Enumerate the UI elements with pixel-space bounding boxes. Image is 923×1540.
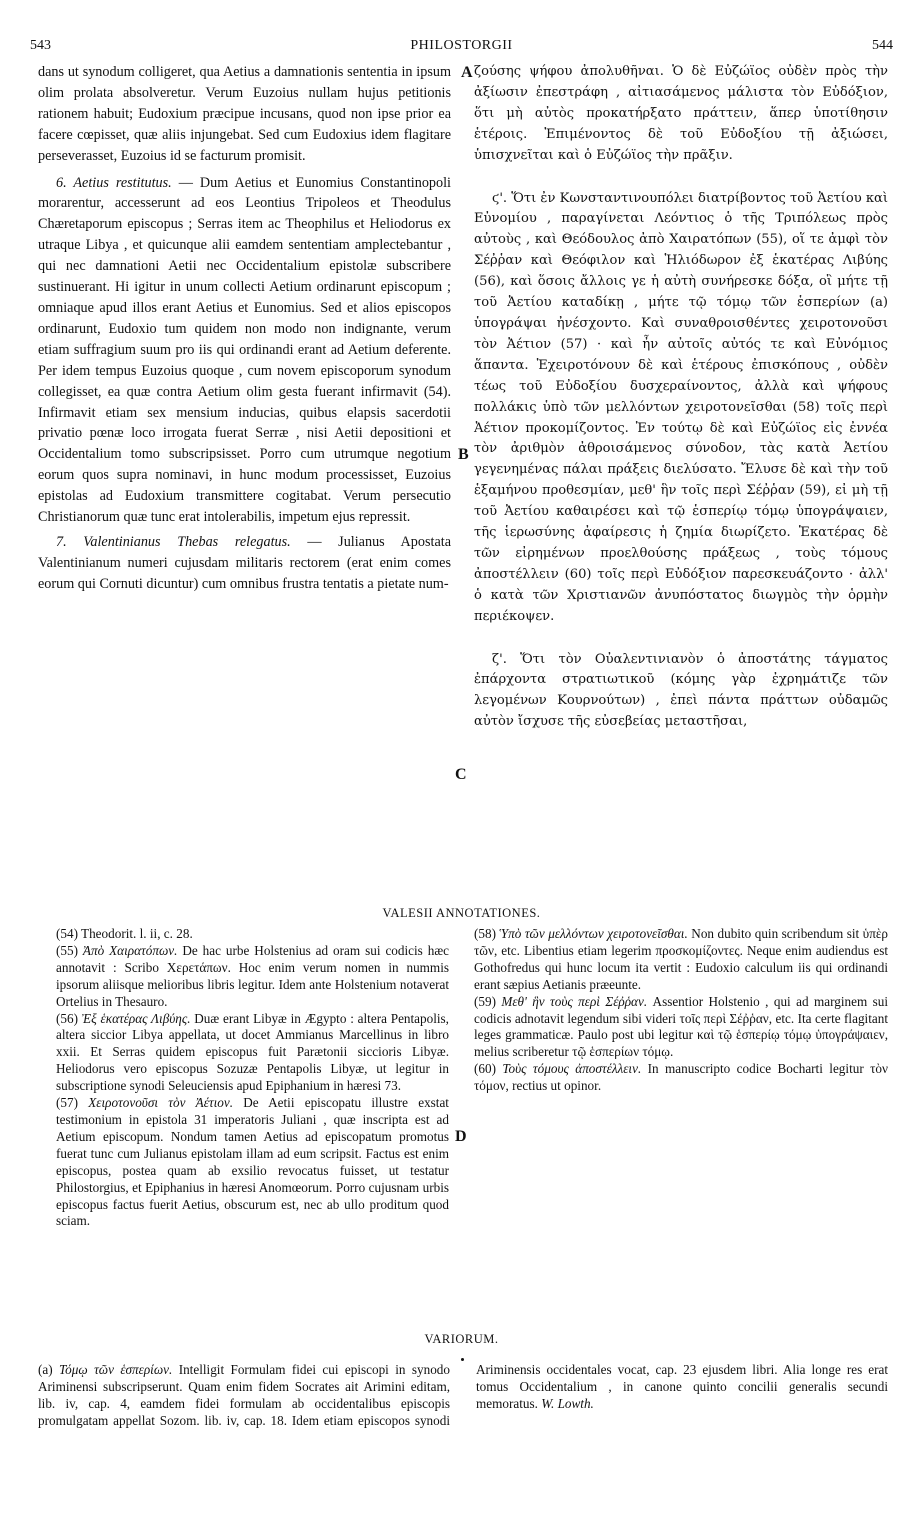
greek-paragraph-5-end: ζούσης ψήφου ἀπολυθῆναι. Ὁ δὲ Εὐζώϊος οὐδὲν πρὸς τὴν ἀξίωσιν ἐπεστράφη , αἰτιασάμενος μάλιστα τὸν Εὐδόξιον, ὅτι μὴ αὐτὸς προκατήρξατο πράττειν, ἅπερ ὑποτίθησιν ἑτέροις. Ἐπιμένοντος δὲ τοῦ Εὐδοξίου τῇ ἀξιώσει, ὑπισχνεῖται καὶ ὁ Εὐζώϊος τὴν πρᾶξιν. [474,64,888,163]
greek-chapter-7: ζ'. Ὅτι τὸν Οὐαλεντινιανὸν ὁ ἀποστάτης τάγματος ἐπάρχοντα στρατιωτικοῦ (κόμης γὰρ ἐχρημάτιζε τῶν λεγομένων Κουρνούτων) , ἐπεὶ πάντα πράττων οὐδαμῶς αὐτὸν ἴσχυσε τῆς εὐσεβείας μεταστῆσαι, [474,651,888,730]
margin-letter-c: C [455,766,467,783]
latin-chapter-7 [38,532,451,595]
note-59: (59) Μεθ' ἣν τοὺς περὶ Σέῤῥαν. Assentior Holstenio , qui ad marginem sui codicis adnotavit legendum sibi videri τοῖς περὶ Σέῤῥαν, etc. Ita certe flagitant leges grammaticæ. Paulo post ubi legitur καὶ τῷ ἑσπερίῳ τόμῳ ὑπογράψαιεν, melius scriberetur τῷ ἑσπερίων τόμῳ. [474,993,888,1060]
latin-chapter-6 [38,173,451,528]
page-number-left: 543 [30,38,51,53]
valesii-notes-right [474,926,888,1095]
latin-chapter-6-text: — Dum Aetius et Eunomius Constantinopoli morarentur, accesserunt ad eos Leontius Tripoleos et Theodulus Chæretaporum episcopus ; Serras item ac Theophilus et Heliodorus ex utraque Libya , et quicunque alii eamdem sententiam amplectebantur , qui nec damnationi Aetii nec Occidentalium epistolæ subscribere sustinuerant. Hi igitur in unum collecti Aetium ordinarunt episcopum ; omniaque apud illos erant Aetius et Eunomius. Sed et alios episcopos ordinarunt, Eudoxio tum quidem non modo non indignante, verum etiam suffragium suum pro iis qui ordinandi erant ad Aetium deferente. Per idem tempus Euzoius quoque , cum novem episcoporum synodum collegisset, ea quæ contra Aetium olim gesta fuerant infirmavit (54). Infirmavit etiam sex mensium inducias, quibus elapsis sacerdotii privatio pœnæ loco irrogata fuerat Serræ , nisi Aetii depositioni et Occidentalium tomo subscripsisset. Porro cum utrumque negotium eorum quos supra nominavi, in hunc modum processisset, Euzoius epistolas ad Eudoxium transmittere cogitabat. Verum persecutio Christianorum quæ tunc erat intolerabilis, impetum ejus repressit. [38,174,451,526]
note-54: (54) Theodorit. l. ii, c. 28. [56,926,193,941]
greek-chapter-6: ϛ'. Ὅτι ἐν Κωνσταντινουπόλει διατρίβοντος τοῦ Ἀετίου καὶ Εὐνομίου , παραγίνεται Λεόντιος ὁ τῆς Τριπόλεως πρὸς αὐτοὺς , καὶ Θεόδουλος ἀπὸ Χαιρατόπων (55), οἵ τε ἀμφὶ τὸν Σέῤῥαν καὶ Θεόφιλον καὶ Ἡλιόδωρον ἐξ ἑκατέρας Λιβύης (56), καὶ ὅσοις ἄλλοις γε ἡ αὐτὴ συνήρεσκε δόξα, οἳ μήτε τῇ τοῦ Ἀετίου καταδίκῃ , μήτε τῷ τόμῳ τῶν ἑσπερίων (a) ὑπογράψαι ἠνέσχοντο. Καὶ συναθροισθέντες χειροτονοῦσι τὸν Ἀέτιον (57) · καὶ ἦν αὐτοῖς αὐτός τε καὶ Εὐνόμιος ἅπαντα. Ἐχειροτόνουν δὲ καὶ ἑτέρους ἐπισκόπους , οὐδὲν τέως τοῦ Εὐδοξίου δυσχεραίνοντος, ἀλλὰ καὶ ψήφους πολλάκις ὑπὸ τῶν μελλόντων χειροτονεῖσθαι (58) τοῖς περὶ Ἀέτιον προκομίζοντος. Ἐν τούτῳ δὲ καὶ Εὐζώϊος εἰς ἐννέα τὸν ἀριθμὸν ἀθροισάμενος σύνοδον, τὰς κατὰ Ἀετίου γεγενημένας πάλαι πράξεις διελύσατο. Ἔλυσε δὲ καὶ τὴν τοῦ ἑξαμήνου προθεσμίαν, μεθ' ἣν τοῖς περὶ Σέῤῥαν (59), εἰ μὴ τῇ τοῦ Ἀετίου καθαιρέσει καὶ τῷ ἑσπερίῳ τόμῳ ὑπογράψαιεν, τῆς ἱερωσύνης ἀφαίρεσις ἡ ζημία διωρίζετο. Ἑκατέρας δὲ τῶν εἰρημένων προελθούσης πράξεως , τοὺς τόμους ἀποστέλλειν (60) τοῖς περὶ Εὐδόξιον παρεσκευάζοντο · ἀλλ' ὁ κατὰ τῶν Χριστιανῶν ἀνυπόστατος διωγμὸς τὴν ὁρμὴν περιέκοψεν. [474,190,889,624]
note-60: (60) Τοὺς τόμους ἀποστέλλειν. In manuscripto codice Bocharti legitur τὸν τόμον, rectius ut opinor. [474,1061,888,1094]
greek-column [474,62,888,733]
note-55-lemma: Ἀπὸ Χαιρατόπων. [82,942,178,958]
note-a-signature: W. Lowth. [537,1395,594,1411]
page-number-right: 544 [872,38,893,53]
margin-letter-a: A [461,64,473,81]
margin-letter-d: D [455,1128,467,1145]
valesii-notes-left [56,926,449,1230]
note-56-lemma: Ἐξ ἑκατέρας Λιβύης. [81,1010,191,1026]
note-56: (56) Ἐξ ἑκατέρας Λιβύης. Duæ erant Libyæ in Ægypto : altera Pentapolis, altera siccior Libya appellata, ut docet Ammianus Marcellinus in libro xxii. Et Serras quidem episcopus fuit Parætonii siccioris Libyæ. Heliodorus vero episcopus Sozuzæ Pentapolis Libyæ, ut legitur in subscriptione synodi Seleuciensis apud Epiphanium in hæresi 73. [56,1010,449,1094]
note-a-lemma: Τόμῳ τῶν ἑσπερίων. [59,1362,173,1377]
latin-chapter-7-heading: 7. Valentinianus Thebas relegatus. [56,533,291,550]
ornament-dot [461,1358,464,1361]
note-60-lemma: Τοὺς τόμους ἀποστέλλειν. [502,1061,642,1077]
note-58-lemma: Ὑπὸ τῶν μελλόντων χειροτονεῖσθαι. [499,926,688,941]
note-59-lemma: Μεθ' ἣν τοὺς περὶ Σέῤῥαν. [501,993,648,1009]
running-title: PHILOSTORGII [410,38,513,53]
variorum-note [38,1362,888,1440]
note-58: (58) Ὑπὸ τῶν μελλόντων χειροτονεῖσθαι. Non dubito quin scribendum sit ὑπὲρ τῶν, etc. Libentius etiam legerim προσκομίζοντες. Neque enim audiendus est Gothofredus qui hunc locum ita vertit : Eudoxio calculum iis qui ordinandi erant sæpius Aetianis præeunte. [474,926,888,992]
latin-chapter-7-text: — Julianus Apostata Valentinianum numeri cujusdam militaris rectorem (erat enim comes eorum qui Cornuti dicuntur) cum omnibus frustra tentatis a pietate num- [38,533,451,592]
note-57: (57) Χειροτονοῦσι τὸν Ἀέτιον. De Aetii episcopatu illustre exstat testimonium in epistola 31 imperatoris Juliani , quæ inscripta est ad Aetium episcopum. Nondum tamen Aetius ad episcopatum promotus fuerat tunc cum Julianus epistolam illam ad eum scripsit. Factus est enim episcopus, postea quam ab exsilio revocatus fuisset, ut testatur Philostorgius, et Epiphanius in hæresi Anomœorum. Porro cujusnam urbis episcopus factus fuerit Aetius, obscurum est, nec ab ullo proditum quod sciam. [56,1095,449,1229]
note-55: (55) Ἀπὸ Χαιρατόπων. De hac urbe Holstenius ad oram sui codicis hæc annotavit : Scribo Χερετάπων. Hoc enim verum nomen in nummis ipsorum aliisque melioribus libris legitur. Idem ante Holstenium notaverat Ortelius in Thesauro. [56,942,449,1009]
latin-chapter-6-heading: 6. Aetius restitutus. [56,174,172,191]
latin-column [38,62,451,595]
latin-paragraph-5-end: dans ut synodum colligeret, qua Aetius a damnationis sententia in ipsum olim prolata absolveretur. Verum Euzoius nullam hujus petitionis rationem habuit; Eudoxium præcipue incusans, quod non ipse prior ea facere cœpisset, quæ aliis injungebat. Sed cum Eudoxius idem flagitare perseverasset, Euzoius id se facturum promisit. [38,64,451,164]
valesii-heading: VALESII ANNOTATIONES. [382,906,541,920]
note-57-lemma: Χειροτονοῦσι τὸν Ἀέτιον. [88,1095,234,1111]
variorum-heading: VARIORUM. [424,1332,499,1346]
margin-letter-b: B [458,446,469,463]
note-a: (a) Τόμῳ τῶν ἑσπερίων. Intelligit Formulam fidei cui episcopi in synodo Ariminensi subscripserunt. Quam enim fidem Socrates ait Arimini editam, lib. iv, cap. 4, eamdem fidei formulam ab occidentalibus episcopis promulgatam appellat Sozom. lib. iv, cap. 18. Idem etiam episcopos synodi Ariminensis occidentales vocat, cap. 23 ejusdem libri. Alia longe res erat tomus Occidentalium , in canone quinto concilii generalis secundi memoratus. W. Lowth. [38,1362,888,1428]
